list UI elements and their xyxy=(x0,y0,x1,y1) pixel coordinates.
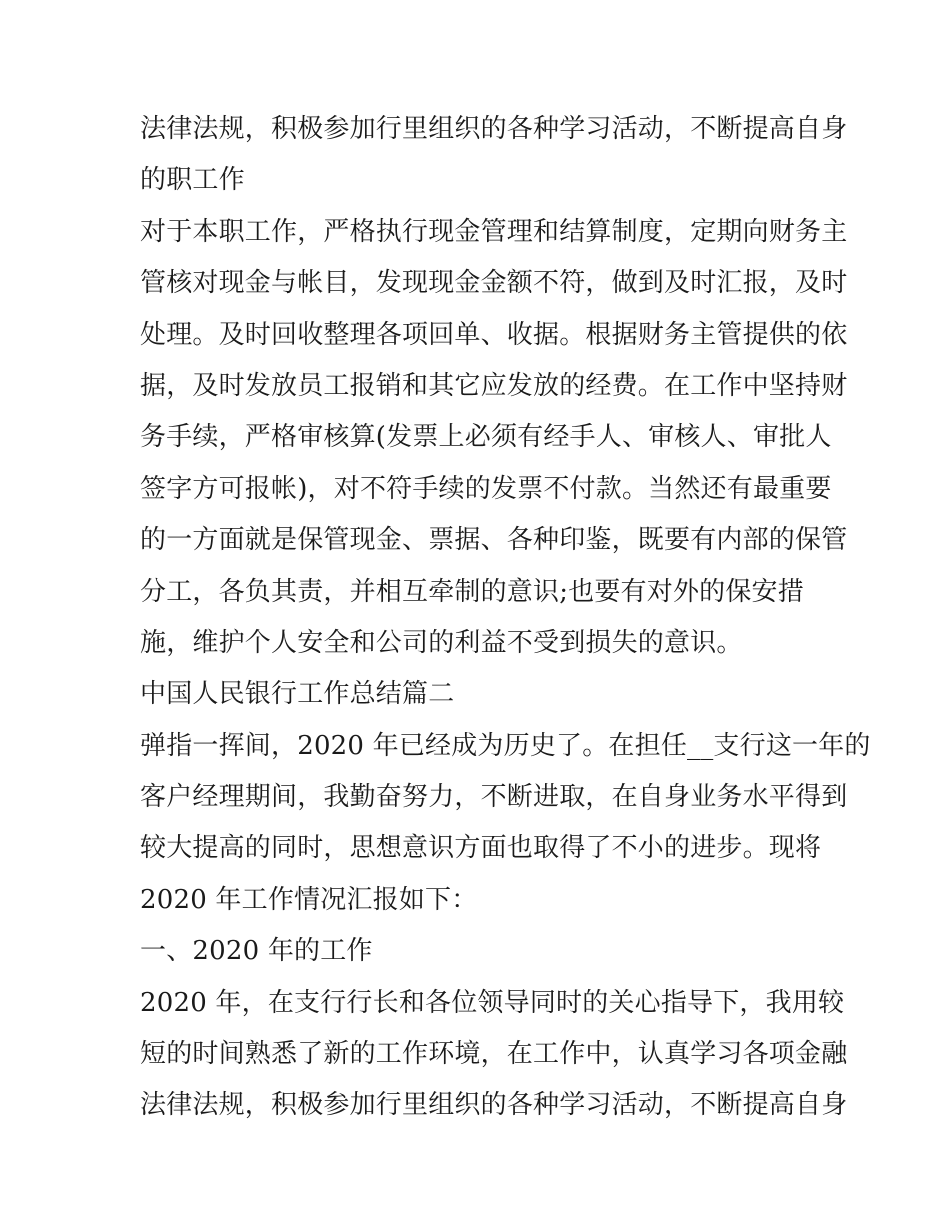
text-line: 据，及时发放员工报销和其它应发放的经费。在工作中坚持财 xyxy=(140,370,848,401)
text-line: 法律法规，积极参加行里组织的各种学习活动，不断提高自身 xyxy=(140,114,848,144)
text-line: 施，维护个人安全和公司的利益不受到损失的意识。 xyxy=(140,627,743,658)
text-line: 客户经理期间，我勤奋努力，不断进取，在自身业务水平得到 xyxy=(140,782,848,813)
text-line: 分工，各负其责，并相互牵制的意识;也要有对外的保安措 xyxy=(140,576,804,607)
text-line: 签字方可报帐)，对不符手续的发票不付款。当然还有最重要 xyxy=(140,473,832,504)
document-body xyxy=(140,104,871,1132)
text-line: 2020 年工作情况汇报如下： xyxy=(140,884,478,915)
text-line: 法律法规，积极参加行里组织的各种学习活动，不断提高自身 xyxy=(140,1090,848,1121)
section-heading: 中国人民银行工作总结篇二 xyxy=(140,679,455,710)
text-line: 的一方面就是保管现金、票据、各种印鉴，既要有内部的保管 xyxy=(140,525,848,556)
text-line: 处理。及时回收整理各项回单、收据。根据财务主管提供的依 xyxy=(140,319,848,350)
text-line: 管核对现金与帐目，发现现金金额不符，做到及时汇报，及时 xyxy=(140,268,848,299)
subsection-heading: 一、2020 年的工作 xyxy=(140,936,373,967)
text-line: 短的时间熟悉了新的工作环境，在工作中，认真学习各项金融 xyxy=(140,1039,848,1070)
text-line: 较大提高的同时，思想意识方面也取得了不小的进步。现将 xyxy=(140,833,822,864)
text-line: 2020 年，在支行行长和各位领导同时的关心指导下，我用较 xyxy=(140,987,845,1018)
text-line: 的职工作 xyxy=(140,165,245,196)
text-line: 务手续，严格审核算(发票上必须有经手人、审核人、审批人 xyxy=(140,422,832,453)
text-line: 弹指一挥间，2020 年已经成为历史了。在担任__支行这一年的 xyxy=(140,730,871,761)
text-line: 对于本职工作，严格执行现金管理和结算制度，定期向财务主 xyxy=(140,216,848,247)
